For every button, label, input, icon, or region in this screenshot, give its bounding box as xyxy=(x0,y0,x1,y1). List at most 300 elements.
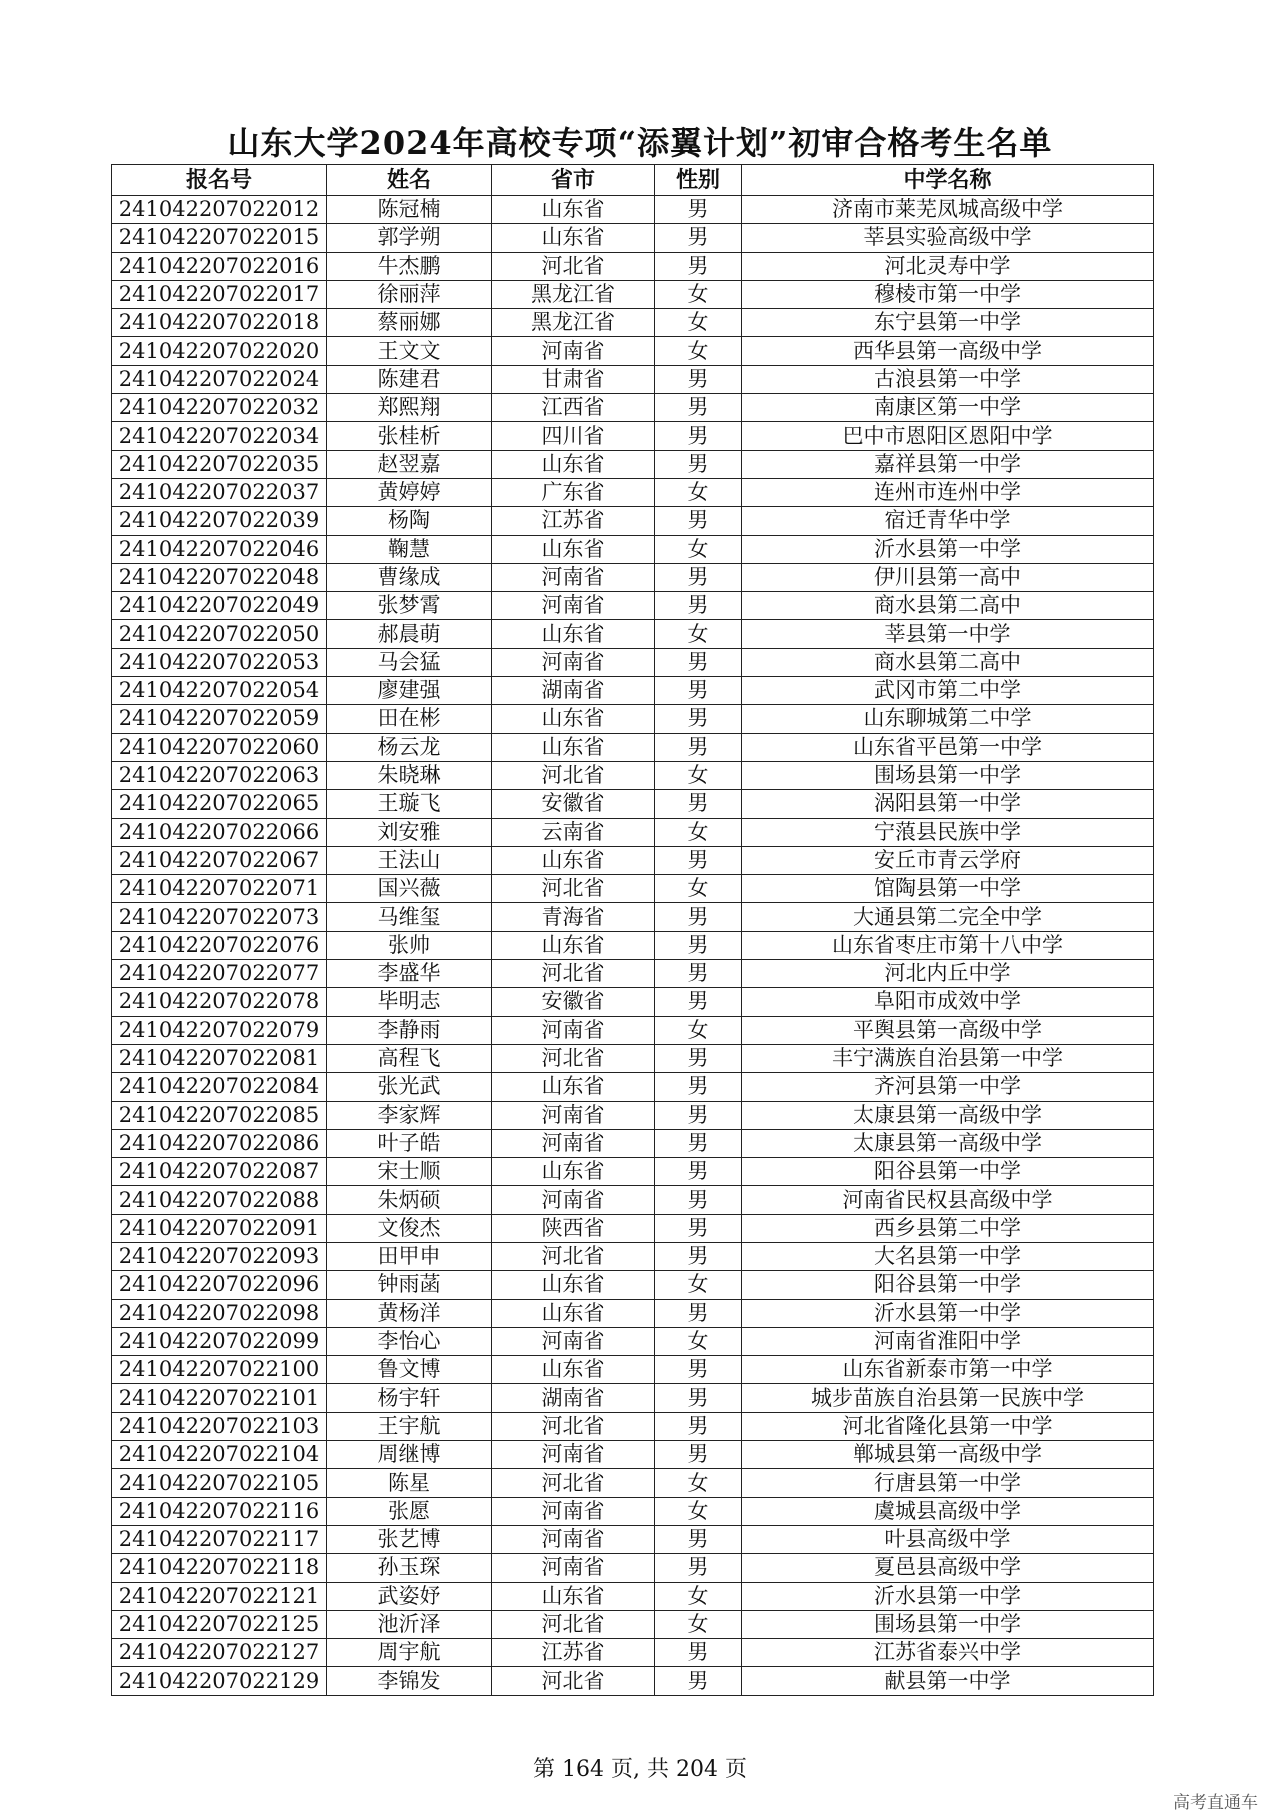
table-row xyxy=(112,1667,1154,1695)
cell-registration-no: 241042207022125 xyxy=(112,1610,327,1638)
table-row xyxy=(112,1044,1154,1072)
cell-gender: 男 xyxy=(655,1356,742,1384)
table-row xyxy=(112,450,1154,478)
cell-gender: 女 xyxy=(655,1271,742,1299)
cell-gender: 男 xyxy=(655,507,742,535)
cell-registration-no: 241042207022020 xyxy=(112,337,327,365)
table-row xyxy=(112,1497,1154,1525)
cell-gender: 男 xyxy=(655,960,742,988)
cell-registration-no: 241042207022103 xyxy=(112,1412,327,1440)
cell-gender: 女 xyxy=(655,620,742,648)
table-row xyxy=(112,620,1154,648)
cell-province: 河南省 xyxy=(492,1497,655,1525)
cell-province: 河北省 xyxy=(492,875,655,903)
table-row xyxy=(112,1186,1154,1214)
cell-name: 陈星 xyxy=(327,1469,492,1497)
cell-gender: 男 xyxy=(655,1073,742,1101)
cell-province: 山东省 xyxy=(492,1299,655,1327)
cell-registration-no: 241042207022053 xyxy=(112,648,327,676)
cell-school: 馆陶县第一中学 xyxy=(742,875,1154,903)
watermark: 高考直通车 xyxy=(1173,1793,1258,1813)
cell-gender: 男 xyxy=(655,450,742,478)
cell-name: 鞠慧 xyxy=(327,535,492,563)
cell-name: 赵翌嘉 xyxy=(327,450,492,478)
cell-school: 阳谷县第一中学 xyxy=(742,1158,1154,1186)
cell-gender: 男 xyxy=(655,563,742,591)
cell-registration-no: 241042207022015 xyxy=(112,224,327,252)
cell-registration-no: 241042207022079 xyxy=(112,1016,327,1044)
cell-name: 李静雨 xyxy=(327,1016,492,1044)
cell-registration-no: 241042207022085 xyxy=(112,1101,327,1129)
table-row xyxy=(112,931,1154,959)
cell-gender: 男 xyxy=(655,677,742,705)
cell-province: 山东省 xyxy=(492,705,655,733)
cell-province: 安徽省 xyxy=(492,790,655,818)
cell-name: 田甲申 xyxy=(327,1242,492,1270)
table-row xyxy=(112,1469,1154,1497)
cell-gender: 男 xyxy=(655,1158,742,1186)
cell-school: 穆棱市第一中学 xyxy=(742,280,1154,308)
table-row xyxy=(112,790,1154,818)
cell-registration-no: 241042207022081 xyxy=(112,1044,327,1072)
cell-gender: 女 xyxy=(655,309,742,337)
cell-registration-no: 241042207022105 xyxy=(112,1469,327,1497)
cell-name: 李怡心 xyxy=(327,1327,492,1355)
cell-registration-no: 241042207022096 xyxy=(112,1271,327,1299)
cell-province: 河南省 xyxy=(492,1101,655,1129)
cell-school: 郸城县第一高级中学 xyxy=(742,1441,1154,1469)
cell-gender: 女 xyxy=(655,1497,742,1525)
table-row xyxy=(112,1271,1154,1299)
cell-gender: 男 xyxy=(655,1044,742,1072)
cell-name: 牛杰鹏 xyxy=(327,252,492,280)
cell-registration-no: 241042207022049 xyxy=(112,592,327,620)
cell-registration-no: 241042207022091 xyxy=(112,1214,327,1242)
cell-gender: 男 xyxy=(655,1525,742,1553)
table-row xyxy=(112,960,1154,988)
cell-school: 叶县高级中学 xyxy=(742,1525,1154,1553)
cell-name: 张艺博 xyxy=(327,1525,492,1553)
candidate-table xyxy=(111,164,1154,1696)
cell-school: 河北省隆化县第一中学 xyxy=(742,1412,1154,1440)
cell-registration-no: 241042207022065 xyxy=(112,790,327,818)
cell-name: 田在彬 xyxy=(327,705,492,733)
cell-name: 李家辉 xyxy=(327,1101,492,1129)
cell-gender: 男 xyxy=(655,733,742,761)
cell-school: 大名县第一中学 xyxy=(742,1242,1154,1270)
cell-province: 江苏省 xyxy=(492,507,655,535)
cell-name: 杨宇轩 xyxy=(327,1384,492,1412)
cell-province: 江苏省 xyxy=(492,1639,655,1667)
cell-school: 莘县实验高级中学 xyxy=(742,224,1154,252)
cell-province: 河南省 xyxy=(492,1554,655,1582)
cell-name: 曹缘成 xyxy=(327,563,492,591)
cell-registration-no: 241042207022063 xyxy=(112,761,327,789)
cell-name: 高程飞 xyxy=(327,1044,492,1072)
cell-school: 嘉祥县第一中学 xyxy=(742,450,1154,478)
cell-gender: 女 xyxy=(655,280,742,308)
cell-registration-no: 241042207022012 xyxy=(112,196,327,224)
cell-gender: 男 xyxy=(655,592,742,620)
cell-name: 宋士顺 xyxy=(327,1158,492,1186)
cell-name: 郑熙翔 xyxy=(327,394,492,422)
cell-name: 王璇飞 xyxy=(327,790,492,818)
cell-registration-no: 241042207022018 xyxy=(112,309,327,337)
cell-province: 河南省 xyxy=(492,1186,655,1214)
cell-name: 张梦霄 xyxy=(327,592,492,620)
cell-name: 陈建君 xyxy=(327,365,492,393)
cell-school: 巴中市恩阳区恩阳中学 xyxy=(742,422,1154,450)
cell-school: 武冈市第二中学 xyxy=(742,677,1154,705)
cell-name: 叶子皓 xyxy=(327,1129,492,1157)
table-row xyxy=(112,337,1154,365)
cell-registration-no: 241042207022035 xyxy=(112,450,327,478)
cell-gender: 女 xyxy=(655,1016,742,1044)
cell-name: 周继博 xyxy=(327,1441,492,1469)
table-row xyxy=(112,846,1154,874)
cell-school: 围场县第一中学 xyxy=(742,761,1154,789)
cell-name: 刘安雅 xyxy=(327,818,492,846)
cell-registration-no: 241042207022116 xyxy=(112,1497,327,1525)
column-header-gender: 性别 xyxy=(655,165,742,196)
table-row xyxy=(112,1441,1154,1469)
cell-province: 山东省 xyxy=(492,1356,655,1384)
cell-province: 山东省 xyxy=(492,846,655,874)
cell-registration-no: 241042207022087 xyxy=(112,1158,327,1186)
cell-registration-no: 241042207022098 xyxy=(112,1299,327,1327)
cell-province: 河北省 xyxy=(492,252,655,280)
cell-registration-no: 241042207022016 xyxy=(112,252,327,280)
cell-registration-no: 241042207022054 xyxy=(112,677,327,705)
cell-province: 四川省 xyxy=(492,422,655,450)
table-row xyxy=(112,1639,1154,1667)
table-row xyxy=(112,988,1154,1016)
cell-school: 莘县第一中学 xyxy=(742,620,1154,648)
cell-registration-no: 241042207022034 xyxy=(112,422,327,450)
table-row xyxy=(112,1214,1154,1242)
cell-school: 河南省淮阳中学 xyxy=(742,1327,1154,1355)
cell-school: 虞城县高级中学 xyxy=(742,1497,1154,1525)
table-header-row xyxy=(112,165,1154,196)
cell-province: 山东省 xyxy=(492,931,655,959)
cell-school: 山东省平邑第一中学 xyxy=(742,733,1154,761)
cell-province: 山东省 xyxy=(492,1158,655,1186)
cell-registration-no: 241042207022086 xyxy=(112,1129,327,1157)
cell-name: 李盛华 xyxy=(327,960,492,988)
cell-registration-no: 241042207022101 xyxy=(112,1384,327,1412)
cell-province: 山东省 xyxy=(492,196,655,224)
table-row xyxy=(112,648,1154,676)
cell-gender: 女 xyxy=(655,818,742,846)
cell-registration-no: 241042207022059 xyxy=(112,705,327,733)
cell-province: 河南省 xyxy=(492,563,655,591)
column-header-name: 姓名 xyxy=(327,165,492,196)
cell-gender: 女 xyxy=(655,1582,742,1610)
table-row xyxy=(112,875,1154,903)
cell-school: 涡阳县第一中学 xyxy=(742,790,1154,818)
cell-name: 武姿妤 xyxy=(327,1582,492,1610)
cell-province: 黑龙江省 xyxy=(492,309,655,337)
cell-school: 河南省民权县高级中学 xyxy=(742,1186,1154,1214)
table-row xyxy=(112,1412,1154,1440)
cell-school: 城步苗族自治县第一民族中学 xyxy=(742,1384,1154,1412)
cell-school: 江苏省泰兴中学 xyxy=(742,1639,1154,1667)
cell-province: 河北省 xyxy=(492,1412,655,1440)
cell-province: 河南省 xyxy=(492,648,655,676)
table-row xyxy=(112,733,1154,761)
cell-province: 山东省 xyxy=(492,450,655,478)
cell-province: 云南省 xyxy=(492,818,655,846)
cell-province: 河北省 xyxy=(492,1610,655,1638)
cell-province: 河南省 xyxy=(492,1016,655,1044)
cell-gender: 男 xyxy=(655,1242,742,1270)
cell-school: 山东省新泰市第一中学 xyxy=(742,1356,1154,1384)
cell-name: 孙玉琛 xyxy=(327,1554,492,1582)
cell-gender: 男 xyxy=(655,1299,742,1327)
cell-name: 钟雨菡 xyxy=(327,1271,492,1299)
table-row xyxy=(112,761,1154,789)
cell-registration-no: 241042207022078 xyxy=(112,988,327,1016)
cell-name: 毕明志 xyxy=(327,988,492,1016)
cell-school: 夏邑县高级中学 xyxy=(742,1554,1154,1582)
cell-school: 山东省枣庄市第十八中学 xyxy=(742,931,1154,959)
cell-name: 黄杨洋 xyxy=(327,1299,492,1327)
cell-school: 宁蒗县民族中学 xyxy=(742,818,1154,846)
cell-province: 山东省 xyxy=(492,535,655,563)
table-row xyxy=(112,903,1154,931)
cell-school: 大通县第二完全中学 xyxy=(742,903,1154,931)
cell-school: 平舆县第一高级中学 xyxy=(742,1016,1154,1044)
cell-gender: 男 xyxy=(655,846,742,874)
cell-name: 李锦发 xyxy=(327,1667,492,1695)
table-row xyxy=(112,478,1154,506)
cell-province: 河南省 xyxy=(492,337,655,365)
table-row xyxy=(112,1073,1154,1101)
cell-school: 齐河县第一中学 xyxy=(742,1073,1154,1101)
table-row xyxy=(112,1016,1154,1044)
cell-school: 商水县第二高中 xyxy=(742,648,1154,676)
cell-name: 徐丽萍 xyxy=(327,280,492,308)
cell-registration-no: 241042207022104 xyxy=(112,1441,327,1469)
cell-name: 朱晓琳 xyxy=(327,761,492,789)
table-row xyxy=(112,1384,1154,1412)
cell-province: 黑龙江省 xyxy=(492,280,655,308)
cell-province: 河北省 xyxy=(492,1242,655,1270)
cell-name: 蔡丽娜 xyxy=(327,309,492,337)
cell-gender: 男 xyxy=(655,1186,742,1214)
cell-gender: 男 xyxy=(655,1214,742,1242)
cell-gender: 男 xyxy=(655,705,742,733)
cell-name: 陈冠楠 xyxy=(327,196,492,224)
cell-name: 文俊杰 xyxy=(327,1214,492,1242)
cell-registration-no: 241042207022024 xyxy=(112,365,327,393)
cell-registration-no: 241042207022048 xyxy=(112,563,327,591)
table-row xyxy=(112,818,1154,846)
cell-school: 丰宁满族自治县第一中学 xyxy=(742,1044,1154,1072)
cell-registration-no: 241042207022088 xyxy=(112,1186,327,1214)
cell-gender: 男 xyxy=(655,790,742,818)
cell-registration-no: 241042207022050 xyxy=(112,620,327,648)
table-row xyxy=(112,365,1154,393)
cell-province: 河北省 xyxy=(492,1044,655,1072)
table-row xyxy=(112,1242,1154,1270)
cell-province: 广东省 xyxy=(492,478,655,506)
cell-gender: 男 xyxy=(655,365,742,393)
cell-registration-no: 241042207022099 xyxy=(112,1327,327,1355)
cell-gender: 女 xyxy=(655,535,742,563)
cell-school: 围场县第一中学 xyxy=(742,1610,1154,1638)
cell-gender: 女 xyxy=(655,337,742,365)
cell-name: 杨云龙 xyxy=(327,733,492,761)
cell-gender: 男 xyxy=(655,422,742,450)
cell-registration-no: 241042207022037 xyxy=(112,478,327,506)
cell-name: 马会猛 xyxy=(327,648,492,676)
table-row xyxy=(112,309,1154,337)
cell-province: 河南省 xyxy=(492,1441,655,1469)
cell-province: 河南省 xyxy=(492,1525,655,1553)
table-row xyxy=(112,1554,1154,1582)
cell-name: 马维玺 xyxy=(327,903,492,931)
cell-name: 王文文 xyxy=(327,337,492,365)
cell-registration-no: 241042207022076 xyxy=(112,931,327,959)
cell-gender: 男 xyxy=(655,224,742,252)
cell-gender: 男 xyxy=(655,1412,742,1440)
cell-province: 河南省 xyxy=(492,1327,655,1355)
cell-province: 山东省 xyxy=(492,1582,655,1610)
cell-registration-no: 241042207022117 xyxy=(112,1525,327,1553)
cell-province: 河北省 xyxy=(492,1667,655,1695)
cell-school: 安丘市青云学府 xyxy=(742,846,1154,874)
cell-name: 郝晨萌 xyxy=(327,620,492,648)
cell-name: 王宇航 xyxy=(327,1412,492,1440)
cell-school: 连州市连州中学 xyxy=(742,478,1154,506)
cell-province: 山东省 xyxy=(492,620,655,648)
cell-school: 沂水县第一中学 xyxy=(742,535,1154,563)
cell-school: 河北内丘中学 xyxy=(742,960,1154,988)
cell-gender: 女 xyxy=(655,875,742,903)
table-row xyxy=(112,196,1154,224)
cell-name: 郭学朔 xyxy=(327,224,492,252)
cell-province: 河北省 xyxy=(492,1469,655,1497)
cell-registration-no: 241042207022046 xyxy=(112,535,327,563)
cell-school: 商水县第二高中 xyxy=(742,592,1154,620)
cell-school: 南康区第一中学 xyxy=(742,394,1154,422)
table-row xyxy=(112,1299,1154,1327)
cell-gender: 男 xyxy=(655,988,742,1016)
table-row xyxy=(112,592,1154,620)
table-row xyxy=(112,252,1154,280)
cell-school: 阜阳市成效中学 xyxy=(742,988,1154,1016)
cell-school: 西乡县第二中学 xyxy=(742,1214,1154,1242)
table-row xyxy=(112,535,1154,563)
cell-school: 济南市莱芜凤城高级中学 xyxy=(742,196,1154,224)
cell-school: 献县第一中学 xyxy=(742,1667,1154,1695)
cell-school: 沂水县第一中学 xyxy=(742,1299,1154,1327)
cell-registration-no: 241042207022121 xyxy=(112,1582,327,1610)
cell-name: 王法山 xyxy=(327,846,492,874)
cell-province: 河北省 xyxy=(492,960,655,988)
table-row xyxy=(112,1356,1154,1384)
table-row xyxy=(112,394,1154,422)
cell-name: 黄婷婷 xyxy=(327,478,492,506)
cell-school: 行唐县第一中学 xyxy=(742,1469,1154,1497)
cell-school: 宿迁青华中学 xyxy=(742,507,1154,535)
table-row xyxy=(112,705,1154,733)
cell-name: 张光武 xyxy=(327,1073,492,1101)
table-row xyxy=(112,1101,1154,1129)
table-row xyxy=(112,1327,1154,1355)
table-row xyxy=(112,1129,1154,1157)
cell-province: 陕西省 xyxy=(492,1214,655,1242)
table-row xyxy=(112,224,1154,252)
cell-school: 沂水县第一中学 xyxy=(742,1582,1154,1610)
cell-school: 东宁县第一中学 xyxy=(742,309,1154,337)
cell-registration-no: 241042207022066 xyxy=(112,818,327,846)
cell-province: 江西省 xyxy=(492,394,655,422)
cell-school: 河北灵寿中学 xyxy=(742,252,1154,280)
cell-registration-no: 241042207022067 xyxy=(112,846,327,874)
cell-gender: 女 xyxy=(655,478,742,506)
cell-gender: 男 xyxy=(655,196,742,224)
cell-province: 山东省 xyxy=(492,1271,655,1299)
table-row xyxy=(112,1525,1154,1553)
cell-name: 朱炳硕 xyxy=(327,1186,492,1214)
cell-gender: 女 xyxy=(655,1327,742,1355)
cell-province: 湖南省 xyxy=(492,1384,655,1412)
cell-school: 山东聊城第二中学 xyxy=(742,705,1154,733)
cell-name: 张桂析 xyxy=(327,422,492,450)
table-row xyxy=(112,422,1154,450)
cell-province: 河北省 xyxy=(492,761,655,789)
cell-gender: 男 xyxy=(655,1384,742,1412)
column-header-province: 省市 xyxy=(492,165,655,196)
cell-name: 廖建强 xyxy=(327,677,492,705)
cell-name: 周宇航 xyxy=(327,1639,492,1667)
table-body xyxy=(112,196,1154,1696)
cell-name: 鲁文博 xyxy=(327,1356,492,1384)
cell-gender: 男 xyxy=(655,903,742,931)
cell-registration-no: 241042207022100 xyxy=(112,1356,327,1384)
cell-province: 山东省 xyxy=(492,733,655,761)
page-title: 山东大学2024年高校专项“添翼计划”初审合格考生名单 xyxy=(227,124,1053,162)
cell-registration-no: 241042207022039 xyxy=(112,507,327,535)
cell-province: 山东省 xyxy=(492,1073,655,1101)
cell-registration-no: 241042207022129 xyxy=(112,1667,327,1695)
cell-name: 池沂泽 xyxy=(327,1610,492,1638)
page-number: 第 164 页, 共 204 页 xyxy=(533,1757,747,1782)
cell-province: 甘肃省 xyxy=(492,365,655,393)
cell-province: 山东省 xyxy=(492,224,655,252)
cell-registration-no: 241042207022073 xyxy=(112,903,327,931)
cell-name: 张愿 xyxy=(327,1497,492,1525)
cell-gender: 男 xyxy=(655,648,742,676)
table-row xyxy=(112,1610,1154,1638)
table-row xyxy=(112,677,1154,705)
cell-school: 太康县第一高级中学 xyxy=(742,1101,1154,1129)
cell-gender: 男 xyxy=(655,931,742,959)
table-row xyxy=(112,507,1154,535)
cell-gender: 男 xyxy=(655,252,742,280)
cell-name: 杨陶 xyxy=(327,507,492,535)
cell-registration-no: 241042207022077 xyxy=(112,960,327,988)
cell-gender: 男 xyxy=(655,1639,742,1667)
cell-gender: 男 xyxy=(655,394,742,422)
cell-registration-no: 241042207022071 xyxy=(112,875,327,903)
cell-gender: 女 xyxy=(655,1610,742,1638)
cell-school: 伊川县第一高中 xyxy=(742,563,1154,591)
cell-registration-no: 241042207022017 xyxy=(112,280,327,308)
cell-registration-no: 241042207022032 xyxy=(112,394,327,422)
